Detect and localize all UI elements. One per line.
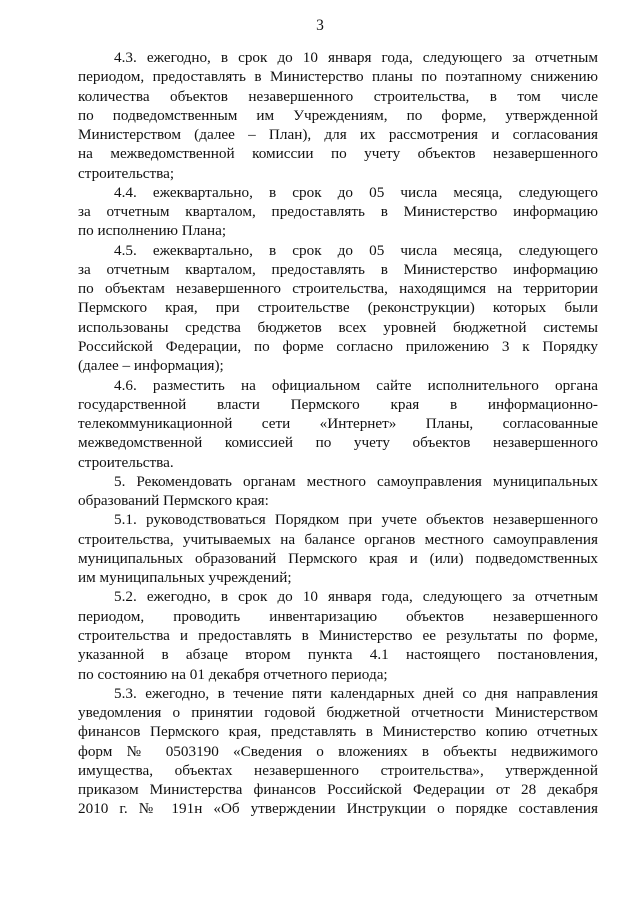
text-line: по исполнению Плана; (78, 222, 227, 240)
text-line: строительства; (78, 164, 175, 182)
text-line: строительства, учитываемых на балансе органов местного самоуправления (78, 530, 598, 548)
text-line: финансов Пермского края, представлять в Министерство копию отчетных (78, 723, 598, 741)
page-number: 3 (316, 17, 324, 34)
text-line: на межведомственной комиссии по учету объектов незавершенного (78, 145, 598, 163)
text-line: 4.6. разместить на официальном сайте исполнительного органа (114, 376, 598, 394)
text-line: за отчетным кварталом, предоставлять в Министерство информацию (78, 260, 598, 278)
text-line: 5. Рекомендовать органам местного самоуправления муниципальных (114, 472, 598, 490)
text-line: межведомственной комиссией по учету объектов незавершенного (78, 434, 598, 452)
text-line: строительства. (78, 453, 174, 471)
text-line: имущества, объектах незавершенного строительства», утвержденной (78, 761, 598, 779)
text-line: строительства и предоставлять в Министерство ее результаты по форме, (78, 626, 598, 644)
text-line: образований Пермского края: (78, 492, 269, 510)
document-body (78, 48, 598, 819)
text-line: уведомления о принятии годовой бюджетной отчетности Министерством (78, 704, 598, 722)
text-line: 5.1. руководствоваться Порядком при учете объектов незавершенного (114, 511, 598, 529)
text-line: им муниципальных учреждений; (78, 569, 292, 587)
text-line: по состоянию на 01 декабря отчетного периода; (78, 665, 388, 683)
text-line: 2010 г. № 191н «Об утверждении Инструкции о порядке составления (78, 800, 598, 818)
text-line: 4.3. ежегодно, в срок до 10 января года, следующего за отчетным (114, 49, 598, 66)
text-line: 5.2. ежегодно, в срок до 10 января года, следующего за отчетным (114, 588, 598, 606)
text-line: Российской Федерации, по форме согласно приложению 3 к Порядку (78, 337, 598, 355)
text-line: Министерством (далее – План), для их рассмотрения и согласования (78, 126, 598, 144)
text-line: форм № 0503190 «Сведения о вложениях в объекты недвижимого (78, 742, 598, 760)
text-line: периодом, проводить инвентаризацию объектов незавершенного (78, 607, 598, 625)
text-line: по объектам незавершенного строительства, находящимся на территории (78, 280, 598, 298)
text-line: муниципальных образований Пермского края и (или) подведомственных (78, 549, 598, 567)
text-line: количества объектов незавершенного строительства, в том числе (78, 87, 598, 105)
text-line: (далее – информация); (78, 357, 224, 375)
text-line: 4.4. ежеквартально, в срок до 05 числа месяца, следующего (114, 183, 598, 201)
text-line: 4.5. ежеквартально, в срок до 05 числа месяца, следующего (114, 241, 598, 259)
text-line: периодом, предоставлять в Министерство планы по поэтапному снижению (78, 68, 598, 86)
text-line: по подведомственным им Учреждениям, по форме, утвержденной (78, 106, 598, 124)
text-line: за отчетным кварталом, предоставлять в Министерство информацию (78, 203, 598, 221)
text-line: приказом Министерства финансов Российской Федерации от 28 декабря (78, 781, 598, 799)
text-line: государственной власти Пермского края в информационно- (78, 395, 598, 413)
text-line: телекоммуникационной сети «Интернет» Планы, согласованные (78, 415, 598, 433)
text-line: 5.3. ежегодно, в течение пяти календарных дней со дня направления (114, 684, 598, 702)
text-line: указанной в абзаце втором пункта 4.1 настоящего постановления, (78, 646, 598, 664)
text-line: использованы средства бюджетов всех уровней бюджетной системы (78, 318, 598, 336)
text-line: Пермского края, при строительстве (реконструкции) которых были (78, 299, 598, 317)
